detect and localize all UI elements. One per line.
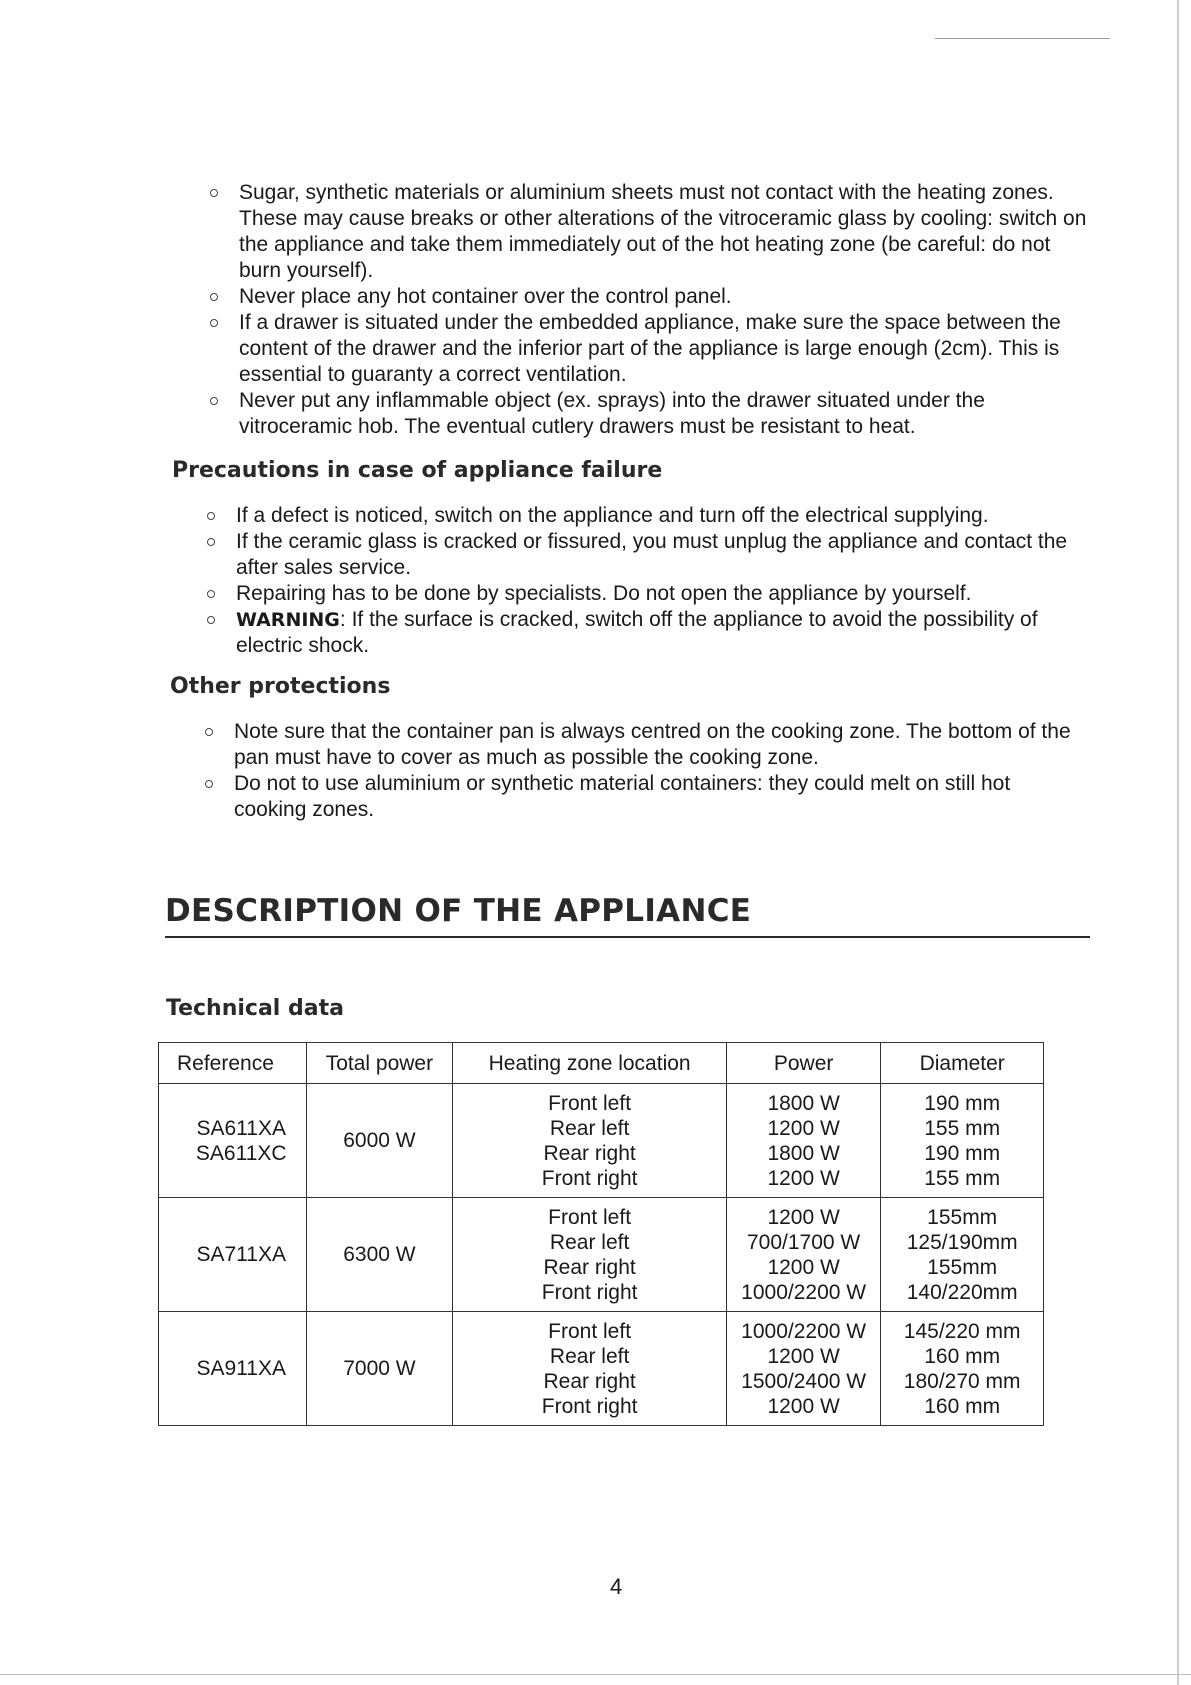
list-item <box>234 719 1074 771</box>
list-item-text: Note sure that the container pan is always centred on the cooking zone. The bottom of the pan must have to cover as much as possible the cooking zone. <box>234 720 1071 769</box>
total-power-cell: 6000 W <box>306 1084 453 1198</box>
diameter-value: 155mm <box>927 1205 998 1229</box>
top-rule <box>935 38 1110 39</box>
list-item-text: Sugar, synthetic materials or aluminium sheets must not contact with the heating zones. These may cause breaks or other alterations of the vitroceramic glass by cooling: switch on the appliance and take them immediately out of the hot heating zone (be careful: do not burn yourself). <box>239 181 1087 282</box>
list-item <box>239 180 1089 284</box>
zone-cell <box>453 1312 727 1426</box>
technical-data-heading: Technical data <box>166 996 344 1021</box>
diameter-cell <box>881 1312 1044 1426</box>
column-header-zone: Heating zone location <box>453 1043 727 1084</box>
list-item-text: Repairing has to be done by specialists. Do not open the appliance by yourself. <box>236 582 972 605</box>
diameter-cell <box>881 1198 1044 1312</box>
reference-value: SA611XA <box>196 1116 286 1140</box>
diameter-value: 145/220 mm <box>903 1319 1021 1343</box>
column-header-power: Power <box>726 1043 880 1084</box>
list-item-text: Do not to use aluminium or synthetic material containers: they could melt on still hot cooking zones. <box>234 772 1011 821</box>
power-value: 1500/2400 W <box>741 1369 867 1393</box>
diameter-value: 190 mm <box>924 1091 1001 1115</box>
zone-cell <box>453 1198 727 1312</box>
zone-cell <box>453 1084 727 1198</box>
other-protections-list <box>234 719 1074 823</box>
page-edge-bottom <box>0 1674 1191 1675</box>
list-item-text: If a drawer is situated under the embedded appliance, make sure the space between the content of the drawer and the inferior part of the appliance is large enough (2cm). This is essential to guaranty a correct ventilation. <box>239 311 1061 386</box>
diameter-value: 160 mm <box>924 1394 1001 1418</box>
other-protections-heading: Other protections <box>170 674 391 699</box>
power-value: 1200 W <box>767 1205 840 1229</box>
diameter-value: 155mm <box>927 1255 998 1279</box>
zone-value: Rear left <box>549 1230 630 1254</box>
power-value: 1800 W <box>767 1091 840 1115</box>
bullet-icon <box>207 538 215 546</box>
power-cell <box>726 1198 880 1312</box>
power-value: 1200 W <box>767 1344 840 1368</box>
bullet-icon <box>205 728 213 736</box>
total-power-cell: 7000 W <box>306 1312 453 1426</box>
list-item <box>239 310 1089 388</box>
precautions-list <box>236 503 1076 659</box>
bullet-icon <box>205 780 213 788</box>
power-value: 1000/2200 W <box>741 1319 867 1343</box>
list-item <box>239 284 1089 310</box>
section-rule <box>165 936 1090 938</box>
zone-value: Front left <box>548 1319 632 1343</box>
power-value: 1200 W <box>767 1394 840 1418</box>
reference-cell <box>159 1198 307 1312</box>
bullet-icon <box>210 293 218 301</box>
bullet-icon <box>210 189 218 197</box>
power-value: 1200 W <box>767 1255 840 1279</box>
technical-data-table <box>158 1042 1044 1426</box>
zone-value: Rear left <box>549 1344 630 1368</box>
list-item <box>239 388 1089 440</box>
list-item <box>234 771 1074 823</box>
reference-cell <box>159 1084 307 1198</box>
power-value: 1800 W <box>767 1141 840 1165</box>
total-power-cell: 6300 W <box>306 1198 453 1312</box>
power-cell <box>726 1312 880 1426</box>
zone-value: Rear left <box>549 1116 630 1140</box>
page-number: 4 <box>610 1574 623 1599</box>
diameter-value: 140/220mm <box>906 1280 1018 1304</box>
list-item-text: If a defect is noticed, switch on the appliance and turn off the electrical supplying. <box>236 504 989 527</box>
list-item-text: Never place any hot container over the control panel. <box>239 285 732 308</box>
zone-value: Front right <box>541 1166 638 1190</box>
table-header-row <box>159 1043 1044 1084</box>
reference-value: SA611XC <box>195 1141 287 1165</box>
diameter-value: 125/190mm <box>906 1230 1018 1254</box>
bullet-icon <box>210 397 218 405</box>
zone-value: Front right <box>541 1280 638 1304</box>
column-header-total-power: Total power <box>306 1043 453 1084</box>
diameter-value: 160 mm <box>924 1344 1001 1368</box>
list-item-text: If the ceramic glass is cracked or fissured, you must unplug the appliance and contact the after sales service. <box>236 530 1068 579</box>
list-item <box>236 581 1076 607</box>
table-row <box>159 1198 1044 1312</box>
warning-label: WARNING <box>236 609 340 631</box>
power-value: 700/1700 W <box>747 1230 861 1254</box>
reference-value: SA911XA <box>196 1357 286 1380</box>
warning-text: : If the surface is cracked, switch off the appliance to avoid the possibility of electric shock. <box>236 608 1038 657</box>
bullet-icon <box>207 590 215 598</box>
diameter-cell <box>881 1084 1044 1198</box>
table-row <box>159 1312 1044 1426</box>
bullet-icon <box>207 512 215 520</box>
reference-cell <box>159 1312 307 1426</box>
reference-value: SA711XA <box>196 1243 286 1266</box>
precautions-heading: Precautions in case of appliance failure <box>172 458 663 483</box>
safety-bullet-list <box>239 180 1089 440</box>
column-header-diameter: Diameter <box>881 1043 1044 1084</box>
section-title: DESCRIPTION OF THE APPLIANCE <box>165 893 752 929</box>
list-item <box>236 503 1076 529</box>
power-value: 1200 W <box>767 1166 840 1190</box>
bullet-icon <box>207 616 215 624</box>
list-item <box>236 607 1076 659</box>
zone-value: Front left <box>548 1091 632 1115</box>
bullet-icon <box>210 319 218 327</box>
list-item-text: Never put any inflammable object (ex. sprays) into the drawer situated under the vitroceramic hob. The eventual cutlery drawers must be resistant to heat. <box>239 389 985 438</box>
zone-value: Front left <box>548 1205 632 1229</box>
diameter-value: 155 mm <box>924 1116 1001 1140</box>
zone-value: Rear right <box>543 1141 636 1165</box>
zone-value: Rear right <box>543 1369 636 1393</box>
power-value: 1200 W <box>767 1116 840 1140</box>
column-header-reference: Reference <box>159 1043 307 1084</box>
power-value: 1000/2200 W <box>741 1280 867 1304</box>
diameter-value: 155 mm <box>924 1166 1001 1190</box>
diameter-value: 190 mm <box>924 1141 1001 1165</box>
diameter-value: 180/270 mm <box>903 1369 1021 1393</box>
power-cell <box>726 1084 880 1198</box>
zone-value: Front right <box>541 1394 638 1418</box>
page-edge <box>1177 0 1179 1685</box>
zone-value: Rear right <box>543 1255 636 1279</box>
table-row <box>159 1084 1044 1198</box>
list-item <box>236 529 1076 581</box>
